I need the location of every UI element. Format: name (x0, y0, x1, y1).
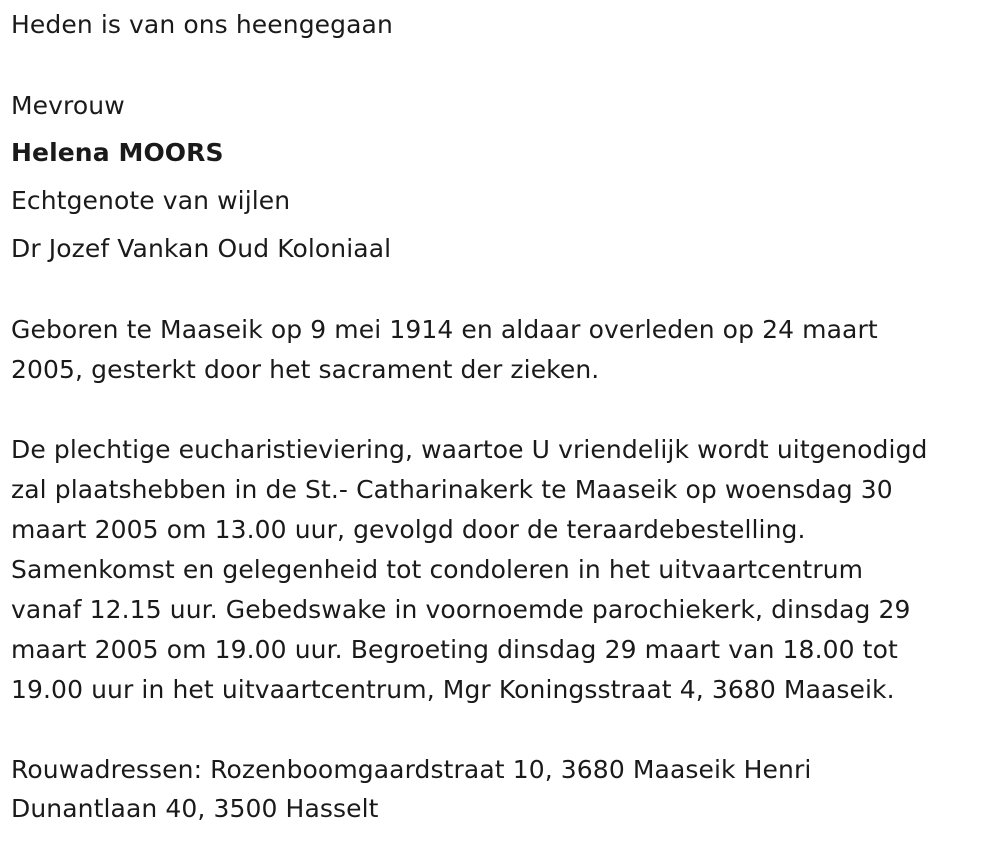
spouse-name: Dr Jozef Vankan Oud Koloniaal (11, 234, 392, 263)
ceremony-line-1: De plechtige eucharistieviering, waartoe U vriendelijk wordt uitgenodigd (11, 435, 928, 464)
birth-line-2: 2005, gesterkt door het sacrament der zieken. (11, 355, 600, 384)
intro-text: Heden is van ons heengegaan (11, 10, 393, 39)
addresses-line-1: Rouwadressen: Rozenboomgaardstraat 10, 3680 Maaseik Henri (11, 755, 812, 784)
birth-line-1: Geboren te Maaseik op 9 mei 1914 en aldaar overleden op 24 maart (11, 315, 878, 344)
ceremony-line-6: maart 2005 om 19.00 uur. Begroeting dinsdag 29 maart van 18.00 tot (11, 635, 898, 664)
relation-text: Echtgenote van wijlen (11, 186, 291, 215)
deceased-name: Helena MOORS (11, 138, 224, 167)
ceremony-line-5: vanaf 12.15 uur. Gebedswake in voornoemde parochiekerk, dinsdag 29 (11, 595, 911, 624)
ceremony-line-7: 19.00 uur in het uitvaartcentrum, Mgr Koningsstraat 4, 3680 Maaseik. (11, 675, 895, 704)
ceremony-line-4: Samenkomst en gelegenheid tot condoleren in het uitvaartcentrum (11, 555, 864, 584)
ceremony-line-2: zal plaatshebben in de St.- Catharinakerk te Maaseik op woensdag 30 (11, 475, 893, 504)
addresses-line-2: Dunantlaan 40, 3500 Hasselt (11, 794, 379, 823)
salutation: Mevrouw (11, 91, 125, 120)
ceremony-line-3: maart 2005 om 13.00 uur, gevolgd door de teraardebestelling. (11, 515, 806, 544)
